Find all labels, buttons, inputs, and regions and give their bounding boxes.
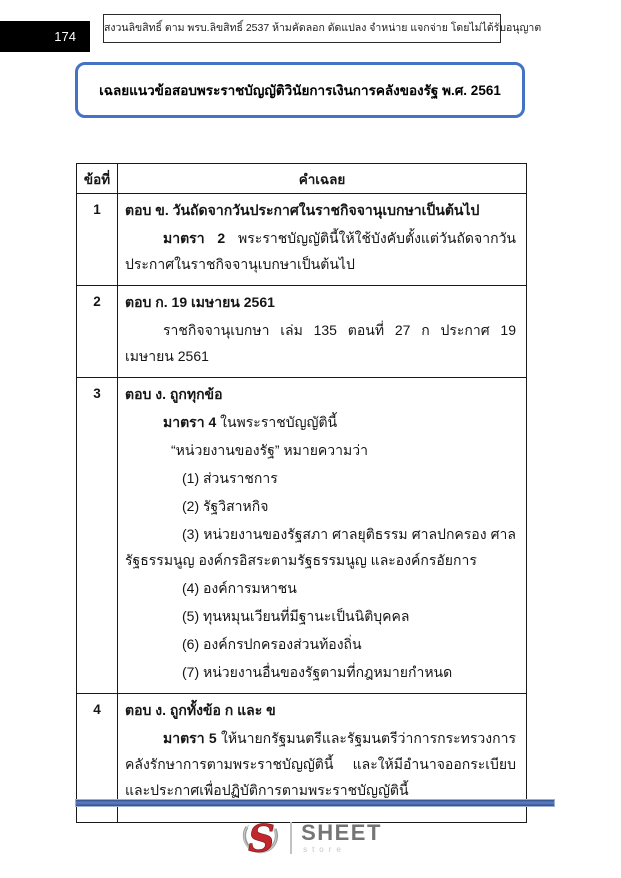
answer-paragraph: (4) องค์การมหาชน <box>182 580 297 596</box>
answer-paragraph: ตอบ ข. วันถัดจากวันประกาศในราชกิจจานุเบกษาเป็นต้นไป <box>125 202 480 218</box>
answer-table <box>76 163 527 823</box>
column-header-answer: คำเฉลย <box>118 164 527 194</box>
answer-paragraph: ตอบ ง. ถูกทุกข้อ <box>125 386 223 402</box>
column-header-question-number: ข้อที่ <box>77 164 118 194</box>
answer-paragraph: (1) ส่วนราชการ <box>182 470 278 486</box>
answer-paragraph: (6) องค์กรปกครองส่วนท้องถิ่น <box>182 636 362 652</box>
answer-paragraph: (3) หน่วยงานของรัฐสภา ศาลยุติธรรม ศาลปกครอง ศาลรัฐธรรมนูญ องค์กรอิสระตามรัฐธรรมนูญ และองค์กรอัยการ <box>125 526 516 568</box>
question-number-cell: 2 <box>77 286 118 378</box>
answer-cell <box>118 286 527 378</box>
page-number-box <box>0 21 90 52</box>
answer-paragraph: (7) หน่วยงานอื่นของรัฐตามที่กฎหมายกำหนด <box>182 664 453 680</box>
sheet-store-logo-icon <box>239 815 281 861</box>
page-title: เฉลยแนวข้อสอบพระราชบัญญัติวินัยการเงินการคลังของรัฐ พ.ศ. 2561 <box>99 83 501 98</box>
answer-paragraph: ตอบ ก. 19 เมษายน 2561 <box>125 294 275 310</box>
answer-paragraph: มาตรา 4 ในพระราชบัญญัตินี้ <box>163 414 338 430</box>
answer-paragraph: ตอบ ง. ถูกทั้งข้อ ก และ ข <box>125 702 276 718</box>
answer-table-body <box>77 194 527 823</box>
table-row <box>77 194 527 286</box>
answer-cell <box>118 378 527 694</box>
answer-paragraph: มาตรา 2 พระราชบัญญัตินี้ให้ใช้บังคับตั้งแต่วันถัดจากวันประกาศในราชกิจจานุเบกษาเป็นต้นไป <box>125 230 516 272</box>
answer-paragraph: ราชกิจจานุเบกษา เล่ม 135 ตอนที่ 27 ก ประกาศ 19 เมษายน 2561 <box>125 322 516 364</box>
question-number-cell: 3 <box>77 378 118 694</box>
table-row <box>77 378 527 694</box>
answer-paragraph: “หน่วยงานของรัฐ” หมายความว่า <box>171 442 368 458</box>
document-title-box <box>75 62 525 118</box>
page-number: 174 <box>54 29 76 44</box>
brand-subtitle: store <box>303 845 346 854</box>
section-reference: มาตรา 2 <box>163 230 226 246</box>
table-header-row <box>77 164 527 194</box>
answer-paragraph: (5) ทุนหมุนเวียนที่มีฐานะเป็นนิติบุคคล <box>182 608 410 624</box>
answer-paragraph: (2) รัฐวิสาหกิจ <box>182 498 269 514</box>
footer-divider-line <box>75 799 555 807</box>
question-number-cell: 4 <box>77 694 118 823</box>
table-row <box>77 286 527 378</box>
brand-logo <box>0 812 621 864</box>
question-number-cell: 1 <box>77 194 118 286</box>
brand-name: SHEET <box>301 820 382 845</box>
copyright-notice-box <box>103 14 542 43</box>
copyright-notice-text: สงวนลิขสิทธิ์ ตาม พรบ.ลิขสิทธิ์ 2537 ห้ามคัดลอก ดัดแปลง จำหน่าย แจกจ่าย โดยไม่ได้รับอนุญาต <box>104 22 542 34</box>
logo-letter-s: S <box>248 816 275 861</box>
answer-cell <box>118 194 527 286</box>
logo-divider <box>290 822 292 854</box>
answer-paragraph: มาตรา 5 ให้นายกรัฐมนตรีและรัฐมนตรีว่าการกระทรวงการคลังรักษาการตามพระราชบัญญัตินี้ และให้มีอำนาจออกระเบียบและประกาศเพื่อปฏิบัติการตามพระราชบัญญัตินี้ <box>125 730 516 798</box>
section-reference: มาตรา 4 <box>163 414 217 430</box>
section-reference: มาตรา 5 <box>163 730 217 746</box>
